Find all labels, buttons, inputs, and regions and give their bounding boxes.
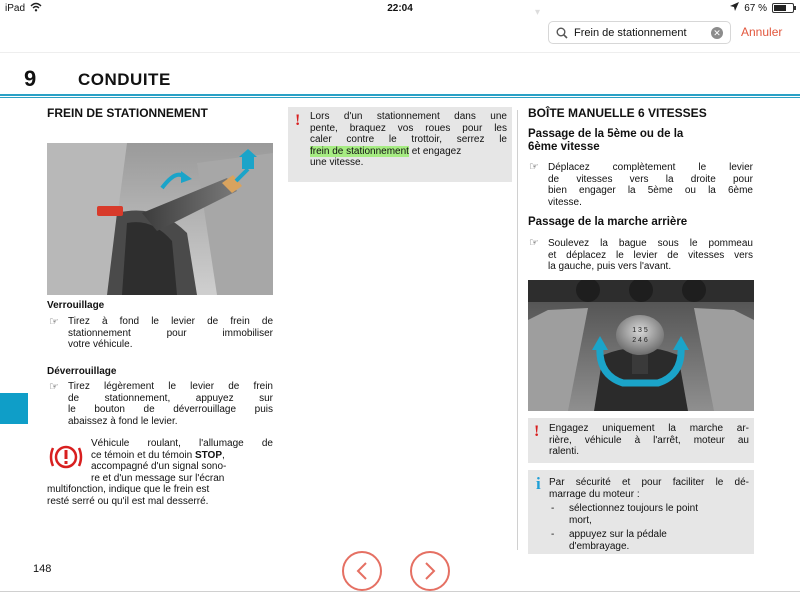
warning-line: accompagné d'un signal sono- — [91, 461, 227, 472]
info-icon: i — [536, 474, 541, 493]
reverse-note-text — [549, 423, 749, 458]
pointing-hand-icon: ☞ — [49, 381, 59, 393]
warning-exclamation-icon: ! — [295, 112, 301, 129]
heading-line: 6ème vitesse — [528, 141, 600, 153]
text-line: de vitesses vers la droite pour — [548, 173, 753, 185]
fifth-sixth-text — [548, 162, 753, 208]
next-page-button[interactable] — [410, 551, 450, 591]
lock-line: Tirez à fond le levier de frein de — [68, 316, 273, 327]
pointing-hand-icon: ☞ — [49, 316, 59, 328]
chapter-rule — [0, 94, 800, 96]
parking-brake-title: FREIN DE STATIONNEMENT — [47, 106, 208, 120]
text-line: la gauche, puis vers l'avant. — [548, 261, 672, 272]
note-span: et engagez — [408, 145, 462, 157]
bottom-divider — [0, 591, 800, 592]
note-line: Lors d'un stationnement dans une — [310, 111, 507, 122]
chapter-title: CONDUITE — [78, 70, 171, 89]
pointing-hand-icon: ☞ — [529, 161, 539, 173]
search-highlight: frein de stationnement — [310, 145, 409, 157]
list-item — [549, 503, 749, 526]
note-line: marrage du moteur : — [549, 488, 640, 500]
search-input[interactable] — [574, 27, 709, 39]
note-line: Engagez uniquement la marche ar- — [549, 423, 749, 434]
note-line — [310, 146, 507, 158]
device-name: iPad — [5, 3, 26, 14]
fifth-sixth-heading — [528, 128, 683, 154]
warning-line: resté serré ou qu'il est mal desserré. — [47, 495, 209, 507]
status-bar — [0, 0, 800, 18]
note-line: Par sécurité et pour faciliter le dé- — [549, 477, 749, 488]
note-line: appuyez sur la pédale — [569, 529, 667, 540]
battery-percent: 67 % — [744, 2, 767, 14]
chapter-rule-thin — [0, 97, 800, 98]
pointing-hand-icon: ☞ — [529, 237, 539, 249]
unlock-line: Tirez légèrement le levier de frein — [68, 381, 273, 392]
chapter-side-tab — [0, 393, 28, 424]
header-divider — [0, 52, 800, 53]
warning-line: re et d'un message sur l'écran — [91, 472, 225, 484]
reverse-gear-note — [528, 418, 754, 463]
reverse-text — [548, 238, 753, 273]
brake-warning-text — [47, 438, 273, 507]
clear-search-icon[interactable]: ✕ — [711, 27, 723, 39]
warning-line — [47, 450, 273, 462]
column-divider — [517, 110, 518, 550]
search-bar[interactable] — [548, 21, 731, 44]
shift-pattern-bottom: 2 4 6 — [632, 337, 648, 344]
slope-note-text — [310, 111, 507, 169]
chapter-number: 9 — [24, 66, 37, 91]
text-line: vitesse. — [548, 196, 582, 208]
battery-icon — [772, 3, 794, 13]
warning-span: , — [222, 449, 225, 461]
gearbox-title: BOÎTE MANUELLE 6 VITESSES — [528, 106, 707, 120]
lock-line: stationnement pour immobiliser — [68, 327, 273, 339]
text-line: Déplacez complètement le levier — [548, 162, 753, 173]
unlock-line: abaissez à fond le levier. — [68, 415, 178, 427]
lock-heading: Verrouillage — [47, 300, 105, 311]
note-line: ralenti. — [549, 446, 580, 457]
unlock-line: de stationnement, appuyez sur — [68, 392, 273, 404]
gear-lever-photo — [528, 280, 754, 411]
start-engine-text — [549, 477, 749, 552]
note-line: pente, braquez vos roues pour les — [310, 122, 507, 134]
location-icon — [730, 2, 739, 14]
chevron-right-icon — [423, 561, 437, 581]
warning-stop-word: STOP — [194, 449, 222, 461]
lock-text — [68, 316, 273, 351]
list-dash: - — [551, 529, 555, 540]
reverse-heading: Passage de la marche arrière — [528, 216, 688, 228]
heading-line: Passage de la 5ème ou de la — [528, 128, 684, 140]
note-line: une vitesse. — [310, 157, 364, 168]
unlock-text — [68, 381, 273, 427]
text-line: et déplacez le levier de vitesses vers — [548, 249, 753, 261]
unlock-line: le bouton de déverrouillage puis — [68, 404, 273, 415]
lock-line: votre véhicule. — [68, 339, 133, 350]
list-dash: - — [551, 503, 555, 514]
note-line: caler contre le trottoir, serrez le — [310, 134, 507, 145]
warning-exclamation-icon: ! — [534, 423, 540, 440]
text-line: bien engager la 5ème ou la 6ème — [548, 185, 753, 196]
parking-brake-photo — [47, 143, 273, 295]
search-suggestion-faint: ▾ — [535, 7, 541, 18]
note-line: sélectionnez toujours le point — [569, 503, 698, 514]
text-line: Soulevez la bague sous le pommeau — [548, 238, 753, 249]
cancel-button[interactable]: Annuler — [741, 25, 783, 39]
shift-pattern-top: 1 3 5 — [632, 327, 648, 334]
search-icon — [556, 27, 568, 39]
warning-span: ce témoin et du témoin — [91, 449, 193, 461]
warning-line: Véhicule roulant, l'allumage de — [91, 438, 273, 449]
note-line: mort, — [569, 514, 592, 526]
previous-page-button[interactable] — [342, 551, 382, 591]
page-number: 148 — [33, 563, 52, 575]
unlock-heading: Déverrouillage — [47, 366, 117, 377]
parking-slope-note — [288, 107, 512, 182]
warning-line: multifonction, indique que le frein est — [47, 484, 210, 495]
list-item — [549, 529, 749, 552]
note-line: rière, véhicule à l'arrêt, moteur au — [549, 434, 749, 446]
start-engine-note — [528, 470, 754, 554]
note-line: d'embrayage. — [569, 540, 630, 552]
chevron-left-icon — [355, 561, 369, 581]
clock: 22:04 — [387, 3, 413, 14]
